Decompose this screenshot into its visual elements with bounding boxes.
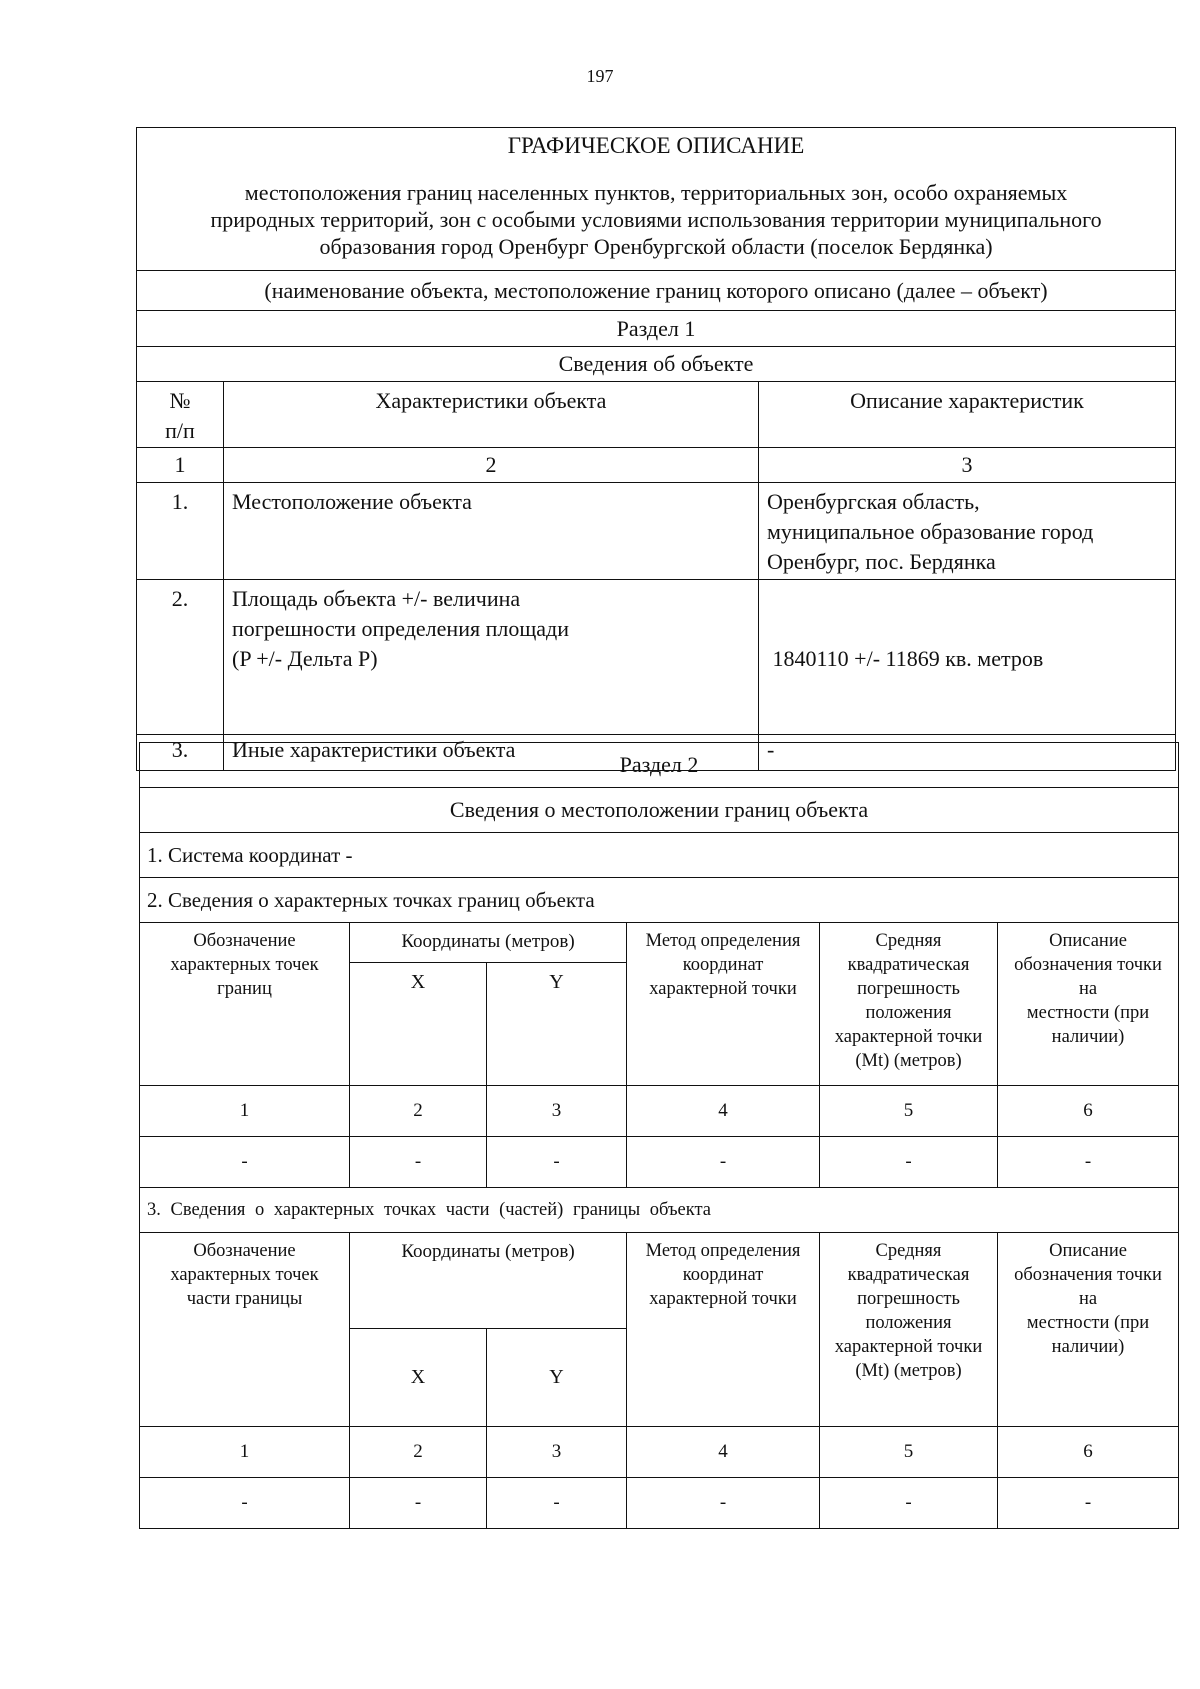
header-line: погрешность (857, 979, 960, 999)
table-cell: - (998, 1478, 1179, 1529)
header-x: X (350, 963, 487, 1086)
table-cell: - (820, 1137, 998, 1188)
table-row (137, 483, 1176, 580)
coordinate-system: 1. Система координат - (140, 833, 1179, 878)
column-number: 1 (137, 448, 224, 483)
header-mean-error (820, 1233, 998, 1427)
row-number: 3. (137, 735, 224, 771)
table-row (140, 1137, 1179, 1188)
header-characteristics: Характеристики объекта (224, 382, 759, 448)
column-number: 5 (820, 1427, 998, 1478)
column-number: 3 (487, 1427, 627, 1478)
header-line: (Mt) (метров) (855, 1361, 962, 1381)
row-characteristic (224, 580, 759, 735)
header-y: Y (487, 963, 627, 1086)
table-cell: - (140, 1137, 350, 1188)
header-point-designation (140, 923, 350, 1086)
header-line: Метод определения (645, 1241, 801, 1261)
header-line: характерных точек (170, 1265, 319, 1285)
title-cell (137, 128, 1176, 271)
header-line: части границы (186, 1289, 303, 1309)
row-characteristic-line: (P +/- Дельта P) (232, 646, 378, 671)
header-coordinates: Координаты (метров) (350, 923, 627, 963)
table-cell: - (140, 1478, 350, 1529)
header-line: местности (при (1026, 1003, 1150, 1023)
header-line: обозначения точки (1014, 1265, 1162, 1285)
description-line: образования город Оренбург Оренбургской области (поселок Бердянка) (319, 234, 993, 259)
table-cell: - (350, 1137, 487, 1188)
header-line: характерной точки (649, 1289, 797, 1309)
section2-table (139, 742, 1179, 1529)
table-cell: - (998, 1137, 1179, 1188)
header-point-description (998, 1233, 1179, 1427)
header-line: положения (865, 1003, 952, 1023)
header-part-point-designation (140, 1233, 350, 1427)
header-line: Описание (1049, 1241, 1127, 1261)
header-line: погрешность (857, 1289, 960, 1309)
header-line: координат (682, 955, 764, 975)
row-value-line: 1840110 +/- 11869 кв. метров (767, 646, 1044, 671)
header-line: местности (при (1026, 1313, 1150, 1333)
header-line: квадратическая (847, 1265, 970, 1285)
section1-table (136, 127, 1176, 771)
header-line: характерной точки (649, 979, 797, 999)
header-method (627, 1233, 820, 1427)
section1-heading: Сведения об объекте (137, 347, 1176, 382)
table-cell: - (627, 1137, 820, 1188)
header-line: обозначения точки (1014, 955, 1162, 975)
header-point-description (998, 923, 1179, 1086)
document-title: ГРАФИЧЕСКОЕ ОПИСАНИЕ (507, 133, 805, 158)
row-value (759, 580, 1176, 735)
table-row (140, 1478, 1179, 1529)
header-line: характерной точки (834, 1027, 983, 1047)
column-number: 4 (627, 1427, 820, 1478)
row-value-line: - (767, 737, 775, 762)
row-characteristic (224, 483, 759, 580)
table-cell: - (487, 1137, 627, 1188)
header-number-line: п/п (165, 418, 195, 443)
column-number: 3 (487, 1086, 627, 1137)
row-value-line: муниципальное образование город (767, 519, 1094, 544)
column-number: 2 (350, 1427, 487, 1478)
column-number: 3 (759, 448, 1176, 483)
header-line: Обозначение (193, 1241, 296, 1261)
column-number: 1 (140, 1427, 350, 1478)
header-line: на (1078, 979, 1098, 999)
header-line: характерных точек (170, 955, 319, 975)
table-cell: - (627, 1478, 820, 1529)
column-number: 2 (224, 448, 759, 483)
points-heading: 2. Сведения о характерных точках границ объекта (140, 878, 1179, 923)
description-line: местоположения границ населенных пунктов, территориальных зон, особо охраняемых (244, 180, 1068, 205)
column-number: 6 (998, 1427, 1179, 1478)
header-line: Обозначение (193, 931, 296, 951)
header-line: на (1078, 1289, 1098, 1309)
header-mean-error (820, 923, 998, 1086)
header-line: наличии) (1051, 1027, 1125, 1047)
section2-label: Раздел 2 (140, 743, 1179, 788)
table-cell: - (487, 1478, 627, 1529)
row-number: 2. (137, 580, 224, 735)
header-method (627, 923, 820, 1086)
column-number: 2 (350, 1086, 487, 1137)
header-y: Y (487, 1329, 627, 1427)
header-line: характерной точки (834, 1337, 983, 1357)
row-value-line: Оренбургская область, (767, 489, 980, 514)
header-line: квадратическая (847, 955, 970, 975)
section2-heading: Сведения о местоположении границ объекта (140, 788, 1179, 833)
column-number: 1 (140, 1086, 350, 1137)
column-number: 4 (627, 1086, 820, 1137)
header-coordinates: Координаты (метров) (350, 1233, 627, 1329)
row-value (759, 483, 1176, 580)
header-line: Средняя (875, 1241, 942, 1261)
object-caption: (наименование объекта, местоположение границ которого описано (далее – объект) (137, 271, 1176, 311)
header-number (137, 382, 224, 448)
header-line: Описание (1049, 931, 1127, 951)
row-characteristic-line: Иные характеристики объекта (232, 737, 516, 762)
header-description: Описание характеристик (759, 382, 1176, 448)
header-line: Средняя (875, 931, 942, 951)
header-number-line: № (169, 388, 191, 413)
table-cell: - (350, 1478, 487, 1529)
row-number: 1. (137, 483, 224, 580)
table-cell: - (820, 1478, 998, 1529)
header-line: наличии) (1051, 1337, 1125, 1357)
table-row (137, 580, 1176, 735)
section1-label: Раздел 1 (137, 311, 1176, 347)
header-line: границ (217, 979, 272, 999)
description-line: природных территорий, зон с особыми условиями использования территории муниципального (210, 207, 1102, 232)
column-number: 5 (820, 1086, 998, 1137)
header-line: Метод определения (645, 931, 801, 951)
parts-heading: 3. Сведения о характерных точках части (частей) границы объекта (140, 1188, 1179, 1233)
header-line: положения (865, 1313, 952, 1333)
column-number: 6 (998, 1086, 1179, 1137)
page-number: 197 (586, 66, 614, 86)
header-line: координат (682, 1265, 764, 1285)
header-line: (Mt) (метров) (855, 1051, 962, 1071)
row-characteristic-line: погрешности определения площади (232, 616, 570, 641)
row-characteristic-line: Местоположение объекта (232, 489, 472, 514)
row-characteristic-line: Площадь объекта +/- величина (232, 586, 521, 611)
row-value-line: Оренбург, пос. Бердянка (767, 549, 996, 574)
header-x: X (350, 1329, 487, 1427)
